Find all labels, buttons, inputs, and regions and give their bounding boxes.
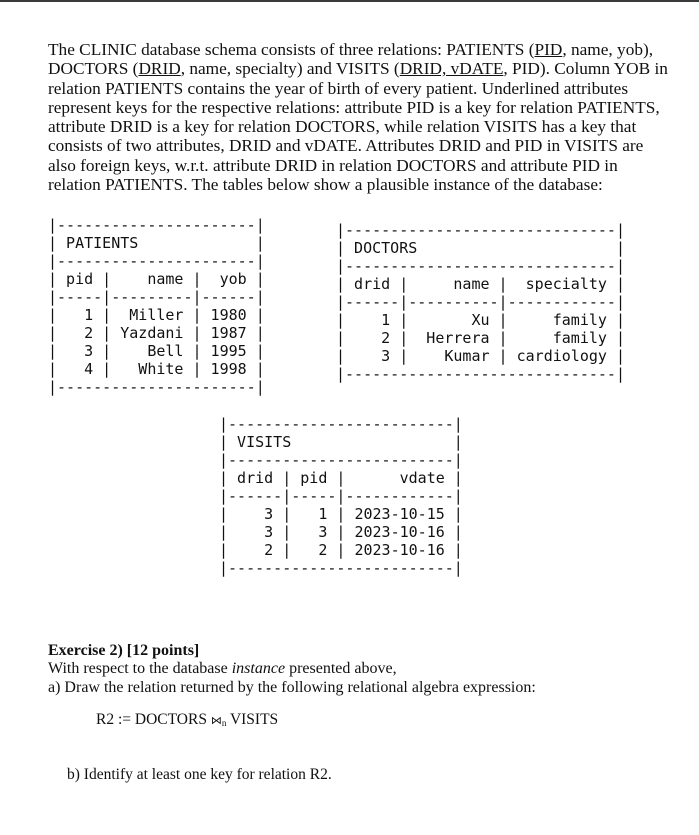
top-border [0, 0, 699, 2]
intro-paragraph: The CLINIC database schema consists of three relations: PATIENTS (PID, name, yob), DOCTORS (DRID, name, specialty) and VISITS (DRID, vDATE, PID). Column YOB in relation PATIENTS contains the year of birth of every patient. Underlined attributes represent keys for the respective relations: attribute PID is a key for relation PATIENTS, attribute DRID is a key for relation DOCTORS, while relation VISITS has a key that consists of two attributes, DRID and vDATE. Attributes DRID and PID in VISITS are also foreign keys, w.r.t. attribute DRID in relation DOCTORS and attribute PID in relation PATIENTS. The tables below show a plausible instance of the database: [48, 40, 668, 195]
key-pid: PID [534, 40, 563, 59]
key-drid: DRID [138, 59, 181, 79]
relational-expression: R2 := DOCTORS $⋈_n$ VISITS [96, 711, 279, 728]
question-b: b) Identify at least one key for relation R2. [67, 766, 332, 783]
exercise-intro: With respect to the database instance presented above, [48, 660, 397, 677]
question-a: a) Draw the relation returned by the following relational algebra expression: [48, 679, 536, 696]
doctors-table: |------------------------------| | DOCTORS | |------------------------------| | drid | name | specialty | |------|----------|------------| | 1 | Xu | family | | 2 | Herrera | family | | 3 | Kumar | cardiology | |------------------------------| [336, 221, 625, 383]
natural-join-symbol: ⋈ [210, 715, 222, 727]
exercise-title: Exercise 2) [12 points] [48, 642, 200, 659]
key-drid-vdate: DRID, vDATE [399, 59, 504, 79]
patients-table: |----------------------| | PATIENTS | |----------------------| | pid | name | yob | |-----|---------|------| | 1 | Miller | 1980 | | 2 | Yazdani | 1987 | | 3 | Bell | 1995 | | 4 | White | 1998 | |----------------------| [48, 216, 265, 396]
visits-table: |-------------------------| | VISITS | |-------------------------| | drid | pid | vdate | |------|-----|------------| | 3 | 1 | 2023-10-15 | | 3 | 3 | 2023-10-16 | | 2 | 2 | 2023-10-16 | |-------------------------| [219, 415, 463, 577]
